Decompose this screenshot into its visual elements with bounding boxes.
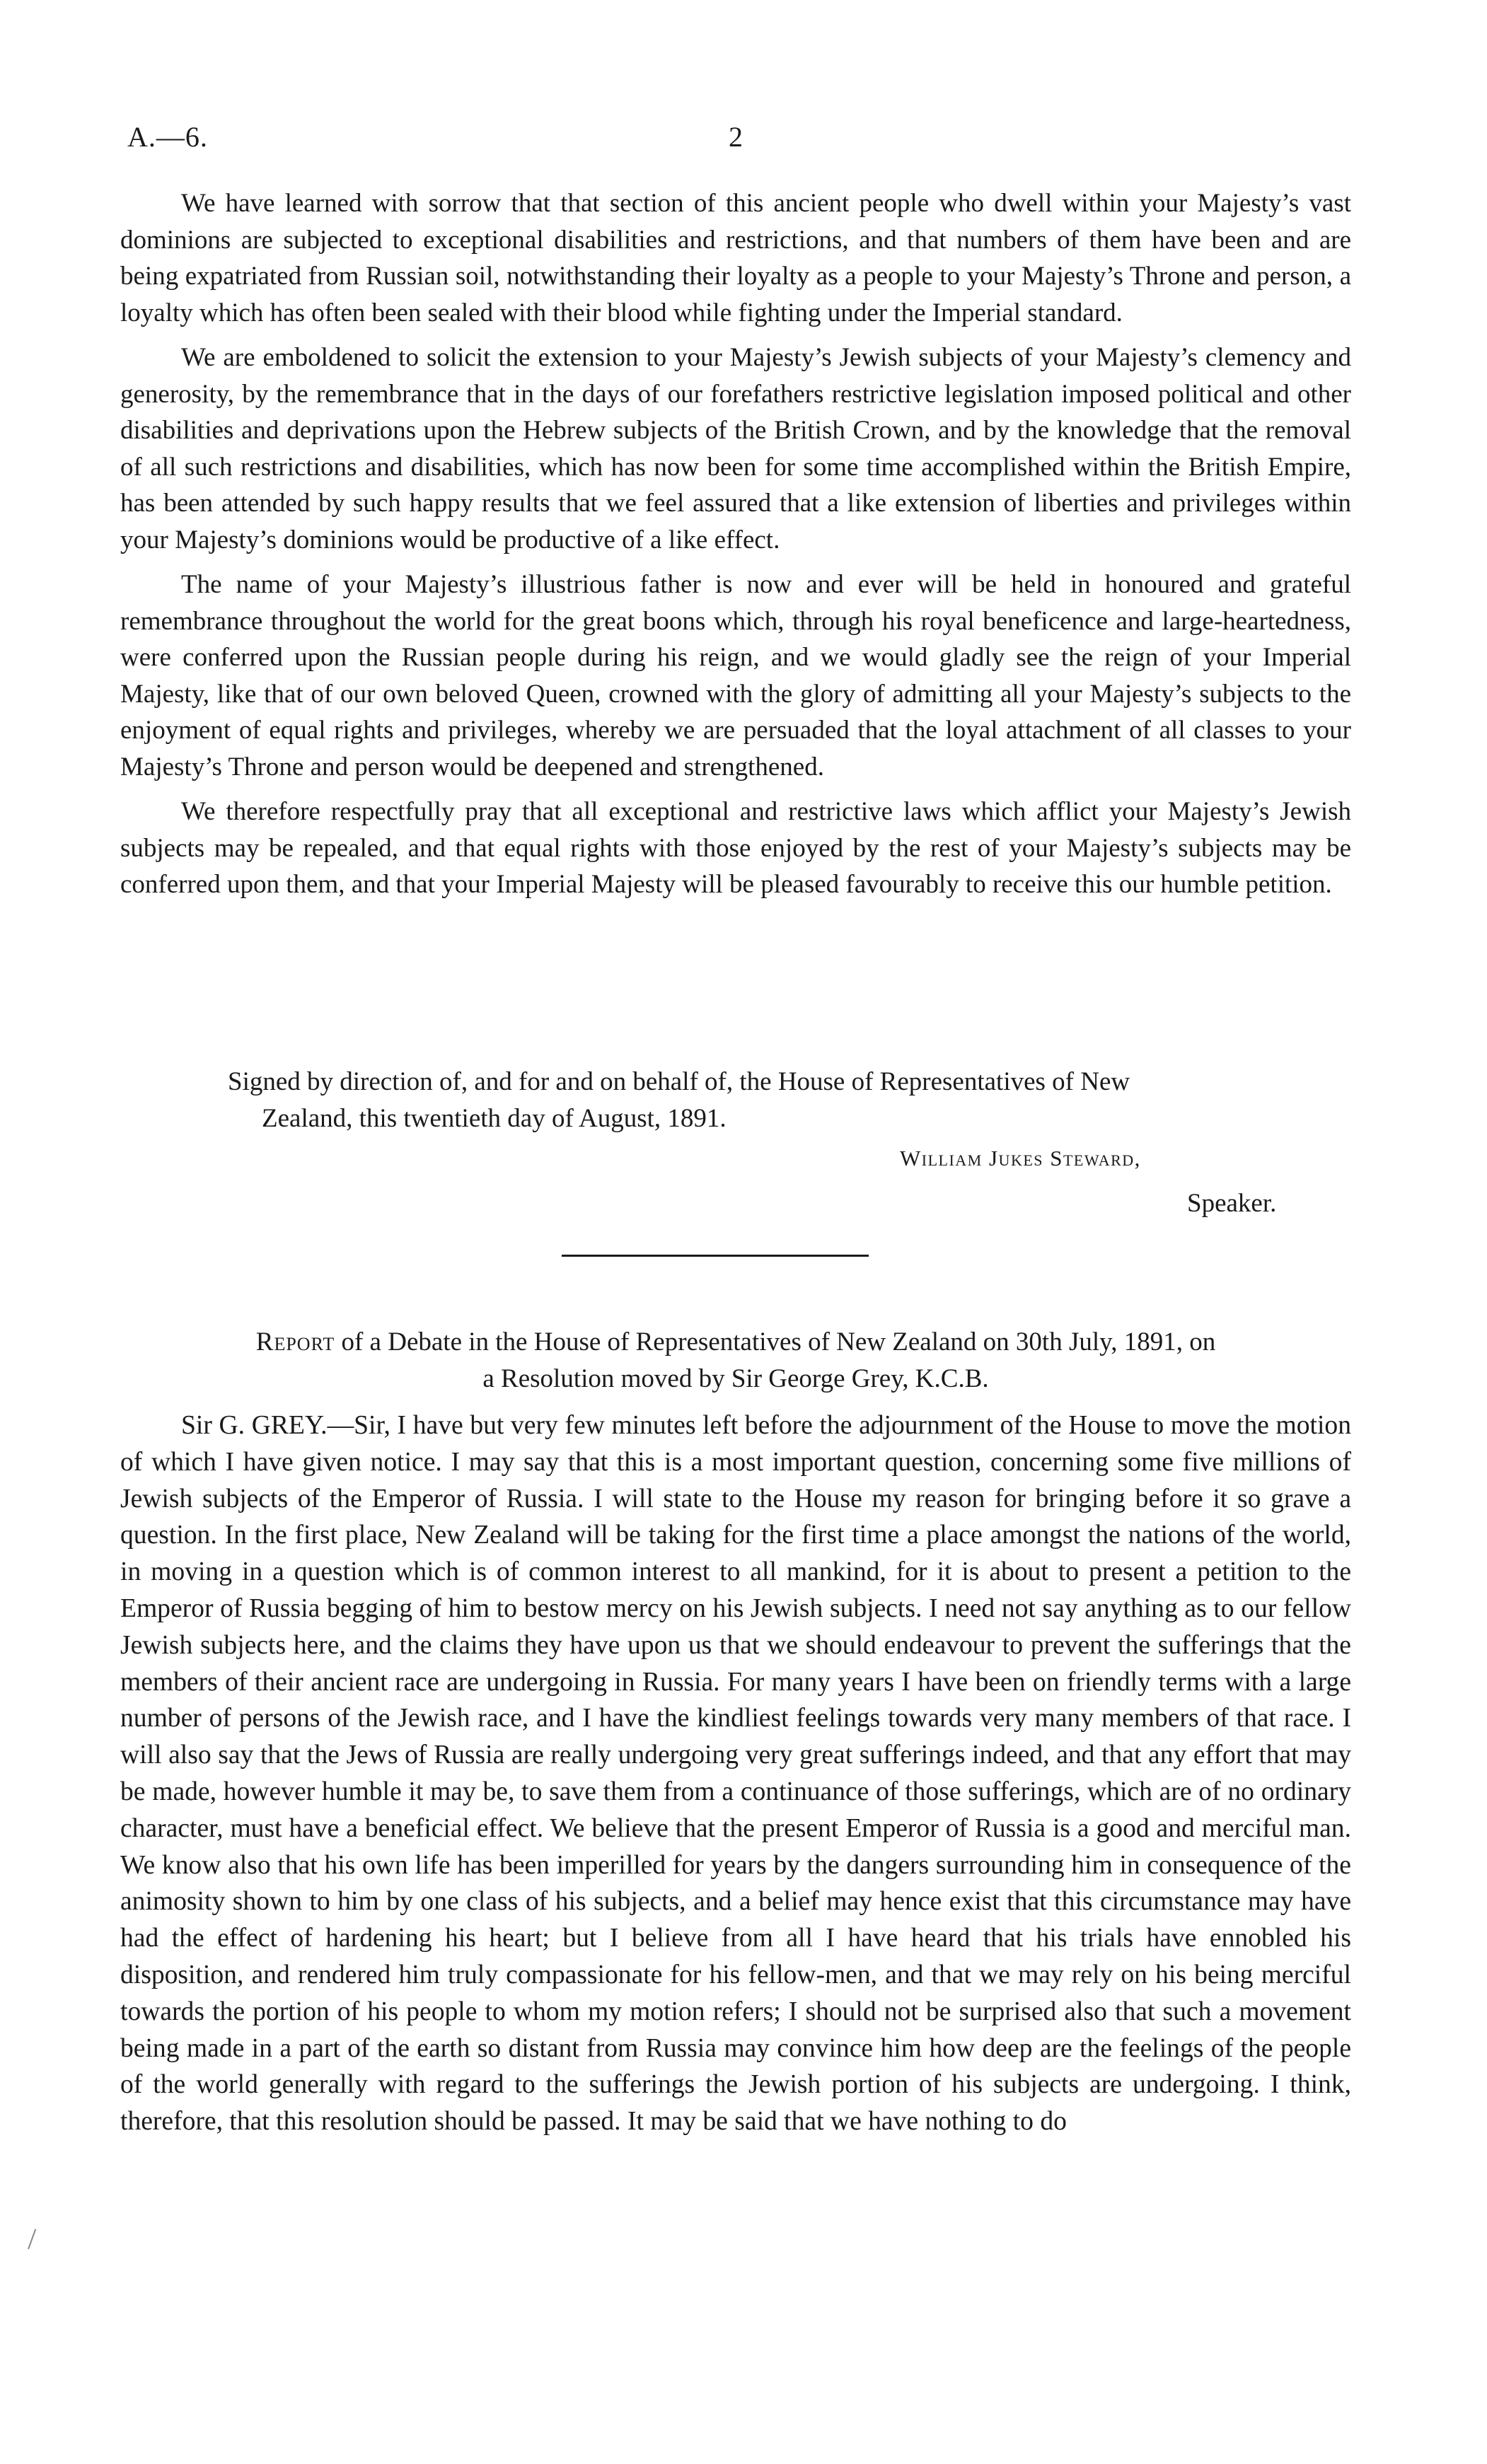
signed-line-1: Signed by direction of, and for and on behalf of, the House of Representatives of New	[228, 1067, 1130, 1096]
debate-body	[120, 1407, 1351, 2140]
signatory-name: William Jukes Steward,	[900, 1146, 1141, 1170]
report-heading	[120, 1324, 1351, 1397]
signed-statement	[228, 1064, 1351, 1137]
petition-paragraph-1: We have learned with sorrow that that section of this ancient people who dwell within your Majesty’s vast dominions are subjected to exceptional disabilities and restrictions, and that numbers of them have been and are being expatriated from Russian soil, notwithstanding their loyalty as a people to your Majesty’s Throne and person, a loyalty which has often been sealed with their blood while fighting under the Imperial standard.	[120, 189, 1351, 327]
petition-paragraph-4: We therefore respectfully pray that all exceptional and restrictive laws which afflict your Majesty’s Jewish subjects may be repealed, and that equal rights with those enjoyed by the rest of your Majesty’s subjects may be conferred upon them, and that your Imperial Majesty will be pleased favourably to receive this our humble petition.	[120, 797, 1351, 899]
signatory-title: Speaker.	[1187, 1189, 1277, 1218]
report-heading-line-1-rest: of a Debate in the House of Representatives of New Zealand on 30th July, 1891, on	[335, 1327, 1216, 1356]
petition-paragraph-2: We are emboldened to solicit the extension to your Majesty’s Jewish subjects of your Majesty’s clemency and generosity, by the remembrance that in the days of our forefathers restrictive legislation imposed political and other disabilities and deprivations upon the Hebrew subjects of the British Crown, and by the knowledge that the removal of all such restrictions and disabilities, which has now been for some time accomplished within the British Empire, has been attended by such happy results that we feel assured that a like extension of liberties and privileges within your Majesty’s dominions would be productive of a like effect.	[120, 343, 1351, 554]
speech-sir-g-grey: Sir G. GREY.—Sir, I have but very few minutes left before the adjournment of the House to move the motion of which I have given notice. I may say that this is a most important question, concerning some five millions of Jewish subjects of the Emperor of Russia. I will state to the House my reason for bringing before it so grave a question. In the first place, New Zealand will be taking for the first time a place amongst the nations of the world, in moving in a question which is of common interest to all mankind, for it is about to present a petition to the Emperor of Russia begging of him to bestow mercy on his Jewish subjects. I need not say anything as to our fellow Jewish subjects here, and the claims they have upon us that we should endeavour to prevent the sufferings that the members of their ancient race are undergoing in Russia. For many years I have been on friendly terms with a large number of persons of the Jewish race, and I have the kindliest feelings towards very many members of that race. I will also say that the Jews of Russia are really undergoing very great sufferings indeed, and that any effort that may be made, however humble it may be, to save them from a continuance of those sufferings, which are of no ordinary character, must have a beneficial effect. We believe that the present Emperor of Russia is a good and merciful man. We know also that his own life has been imperilled for years by the dangers surrounding him in consequence of the animosity shown to him by one class of his subjects, and a belief may hence exist that this circumstance may have had the effect of hardening his heart; but I believe from all I have heard that his trials have ennobled his disposition, and rendered him truly compassionate for his fellow-men, and that we may rely on his being merciful towards the portion of his people to whom my motion refers; I should not be surprised also that such a movement being made in a part of the earth so distant from Russia may convince him how deep are the feelings of the people of the world generally with regard to the sufferings the Jewish portion of his subjects are undergoing. I think, therefore, that this resolution should be passed. It may be said that we have nothing to do	[120, 1411, 1351, 2137]
document-reference: A.—6.	[127, 121, 208, 153]
report-heading-line-2: a Resolution moved by Sir George Grey, K.C.B.	[482, 1364, 989, 1393]
petition-body	[120, 185, 1351, 912]
section-divider	[562, 1255, 869, 1257]
signed-line-2: Zealand, this twentieth day of August, 1891.	[262, 1103, 727, 1133]
report-heading-lead: Report	[255, 1327, 335, 1356]
report-heading-line-1	[120, 1324, 1351, 1361]
page-number: 2	[729, 121, 743, 153]
petition-paragraph-3: The name of your Majesty’s illustrious father is now and ever will be held in honoured and grateful remembrance throughout the world for the great boons which, through his royal beneficence and large-heartedness, were conferred upon the Russian people during his reign, and we would gladly see the reign of your Imperial Majesty, like that of our own beloved Queen, crowned with the glory of admitting all your Majesty’s subjects to the enjoyment of equal rights and privileges, whereby we are persuaded that the loyal attachment of all classes to your Majesty’s Throne and person would be deepened and strengthened.	[120, 570, 1351, 781]
margin-mark	[28, 2229, 40, 2251]
